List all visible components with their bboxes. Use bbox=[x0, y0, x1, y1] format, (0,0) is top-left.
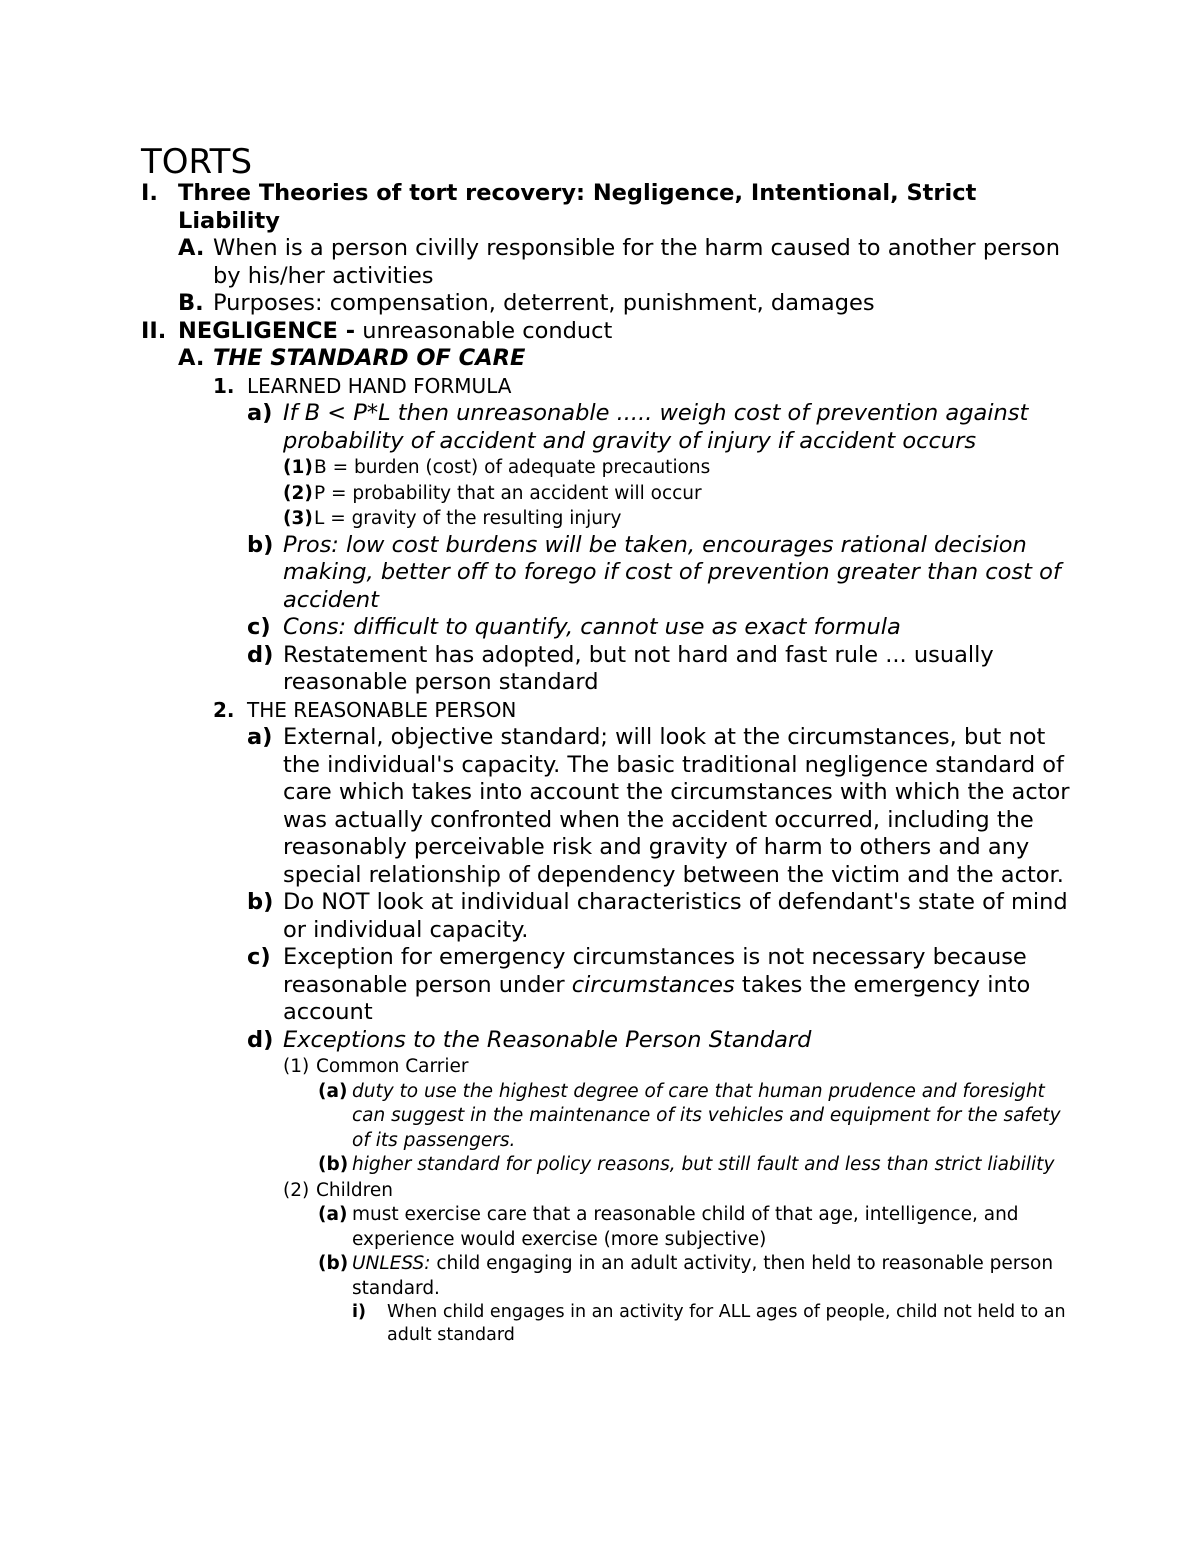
item-heading: THE REASONABLE PERSON bbox=[247, 697, 517, 722]
item-text-rest: child engaging in an adult activity, then held to reasonable person standard. bbox=[352, 1253, 1054, 1299]
item-2a2d2a bbox=[0, 1203, 1200, 1252]
item-heading: LEARNED HAND FORMULA bbox=[247, 373, 512, 398]
item-2a2d1a bbox=[0, 1080, 1200, 1154]
section-2 bbox=[0, 318, 1200, 346]
item-marker: A. bbox=[178, 235, 205, 261]
item-2a2b bbox=[0, 889, 1200, 944]
item-text-part-1: Exception for emergency circumstances is not necessary because reasonable person under bbox=[283, 944, 1027, 998]
item-2a2d2b bbox=[0, 1252, 1200, 1301]
item-text: External, objective standard; will look at the circumstances, but not the individual's capacity. The basic traditional negligence standard of care which takes into account the circumstances with which the actor was actually confronted when the accident occurred, including the reasonably perceivable risk and gravity of harm to others and any special relationship of dependency between the victim and the actor. bbox=[283, 724, 1070, 888]
item-marker: (3) bbox=[283, 508, 313, 529]
item-text: Pros: low cost burdens will be taken, encourages rational decision making, better off to forego if cost of prevention greater than cost of accident bbox=[283, 531, 1061, 613]
item-2a2 bbox=[0, 697, 1200, 725]
item-marker: d) bbox=[247, 641, 274, 668]
item-2a1c bbox=[0, 614, 1200, 642]
outline bbox=[0, 180, 1200, 1347]
item-1a bbox=[0, 235, 1200, 290]
item-text bbox=[283, 944, 1073, 1027]
item-text: When is a person civilly responsible for the harm caused to another person by his/her activities bbox=[213, 235, 1060, 289]
item-text-emphasis: circumstances bbox=[571, 971, 735, 998]
item-marker: c) bbox=[247, 614, 271, 640]
item-text: duty to use the highest degree of care that human prudence and foresight can suggest in the maintenance of its vehicles and equipment for the safety of its passengers. bbox=[352, 1080, 1061, 1151]
item-2a1a1 bbox=[0, 455, 1200, 481]
item-marker: c) bbox=[247, 944, 271, 970]
item-2a2d1b bbox=[0, 1153, 1200, 1178]
item-marker: d) bbox=[247, 1026, 274, 1053]
item-marker: (1) bbox=[283, 457, 313, 478]
item-marker: (b) bbox=[318, 1253, 349, 1274]
item-marker: a) bbox=[247, 400, 273, 426]
item-text: If B < P*L then unreasonable ..... weigh cost of prevention against probability of accident and gravity of injury if accident occurs bbox=[283, 400, 1029, 454]
item-text: P = probability that an accident will occur bbox=[314, 482, 702, 504]
item-text: Purposes: compensation, deterrent, punishment, damages bbox=[213, 290, 875, 316]
item-2a2c bbox=[0, 944, 1200, 1027]
item-text bbox=[352, 1252, 1072, 1301]
item-text: Cons: difficult to quantify, cannot use as exact formula bbox=[283, 614, 901, 640]
item-text: higher standard for policy reasons, but still fault and less than strict liability bbox=[352, 1154, 1055, 1175]
item-text: B = burden (cost) of adequate precautions bbox=[314, 457, 711, 478]
item-2a2d1 bbox=[0, 1054, 1200, 1080]
item-1b bbox=[0, 290, 1200, 318]
item-text: Restatement has adopted, but not hard and fast rule ... usually reasonable person standard bbox=[283, 641, 994, 695]
item-2a1a3 bbox=[0, 506, 1200, 532]
section-heading: Three Theories of tort recovery: Negligence, Intentional, Strict Liability bbox=[178, 180, 977, 234]
item-marker: a) bbox=[247, 724, 273, 750]
section-heading bbox=[178, 318, 1028, 346]
item-marker: B. bbox=[178, 290, 204, 316]
section-marker: II. bbox=[141, 317, 167, 344]
item-text: must exercise care that a reasonable child of that age, intelligence, and experience would exercise (more subjective) bbox=[352, 1204, 1019, 1250]
item-2a2d2b-i bbox=[0, 1301, 1200, 1347]
item-marker: (1) bbox=[283, 1056, 310, 1077]
item-marker: b) bbox=[247, 531, 274, 558]
item-2a1a bbox=[0, 400, 1200, 455]
item-text: L = gravity of the resulting injury bbox=[314, 508, 622, 529]
item-2a2d bbox=[0, 1027, 1200, 1055]
item-marker: i) bbox=[352, 1302, 366, 1322]
section-heading-rest: unreasonable conduct bbox=[355, 317, 613, 344]
item-marker: (a) bbox=[318, 1204, 348, 1225]
section-marker: I. bbox=[141, 180, 158, 206]
item-marker: A. bbox=[178, 345, 205, 371]
item-marker: (a) bbox=[318, 1080, 348, 1102]
item-2a1a2 bbox=[0, 481, 1200, 507]
item-marker: 2. bbox=[213, 697, 235, 722]
section-heading-bold: NEGLIGENCE - bbox=[178, 317, 356, 344]
item-2a2a bbox=[0, 724, 1200, 889]
item-2a2d2 bbox=[0, 1178, 1200, 1204]
item-text-part-2: takes the emergency into account bbox=[283, 971, 1031, 1025]
item-marker: b) bbox=[247, 889, 274, 915]
section-1 bbox=[0, 180, 1200, 235]
item-2a bbox=[0, 345, 1200, 373]
item-2a1b bbox=[0, 532, 1200, 615]
item-text-emphasis: UNLESS: bbox=[352, 1253, 431, 1274]
item-text: When child engages in an activity for ALL ages of people, child not held to an adult standard bbox=[387, 1302, 1066, 1345]
item-marker: (b) bbox=[318, 1154, 349, 1175]
item-text: Children bbox=[316, 1179, 393, 1201]
item-text: Common Carrier bbox=[316, 1056, 469, 1077]
document-title: TORTS bbox=[141, 142, 253, 182]
item-text: Do NOT look at individual characteristics of defendant's state of mind or individual capacity. bbox=[283, 889, 1068, 943]
item-heading: THE STANDARD OF CARE bbox=[213, 345, 526, 371]
item-2a1 bbox=[0, 373, 1200, 401]
item-2a1d bbox=[0, 642, 1200, 697]
item-marker: (2) bbox=[283, 1179, 310, 1201]
item-marker: (2) bbox=[283, 482, 313, 504]
item-marker: 1. bbox=[213, 373, 235, 398]
item-text: Exceptions to the Reasonable Person Standard bbox=[283, 1026, 812, 1053]
